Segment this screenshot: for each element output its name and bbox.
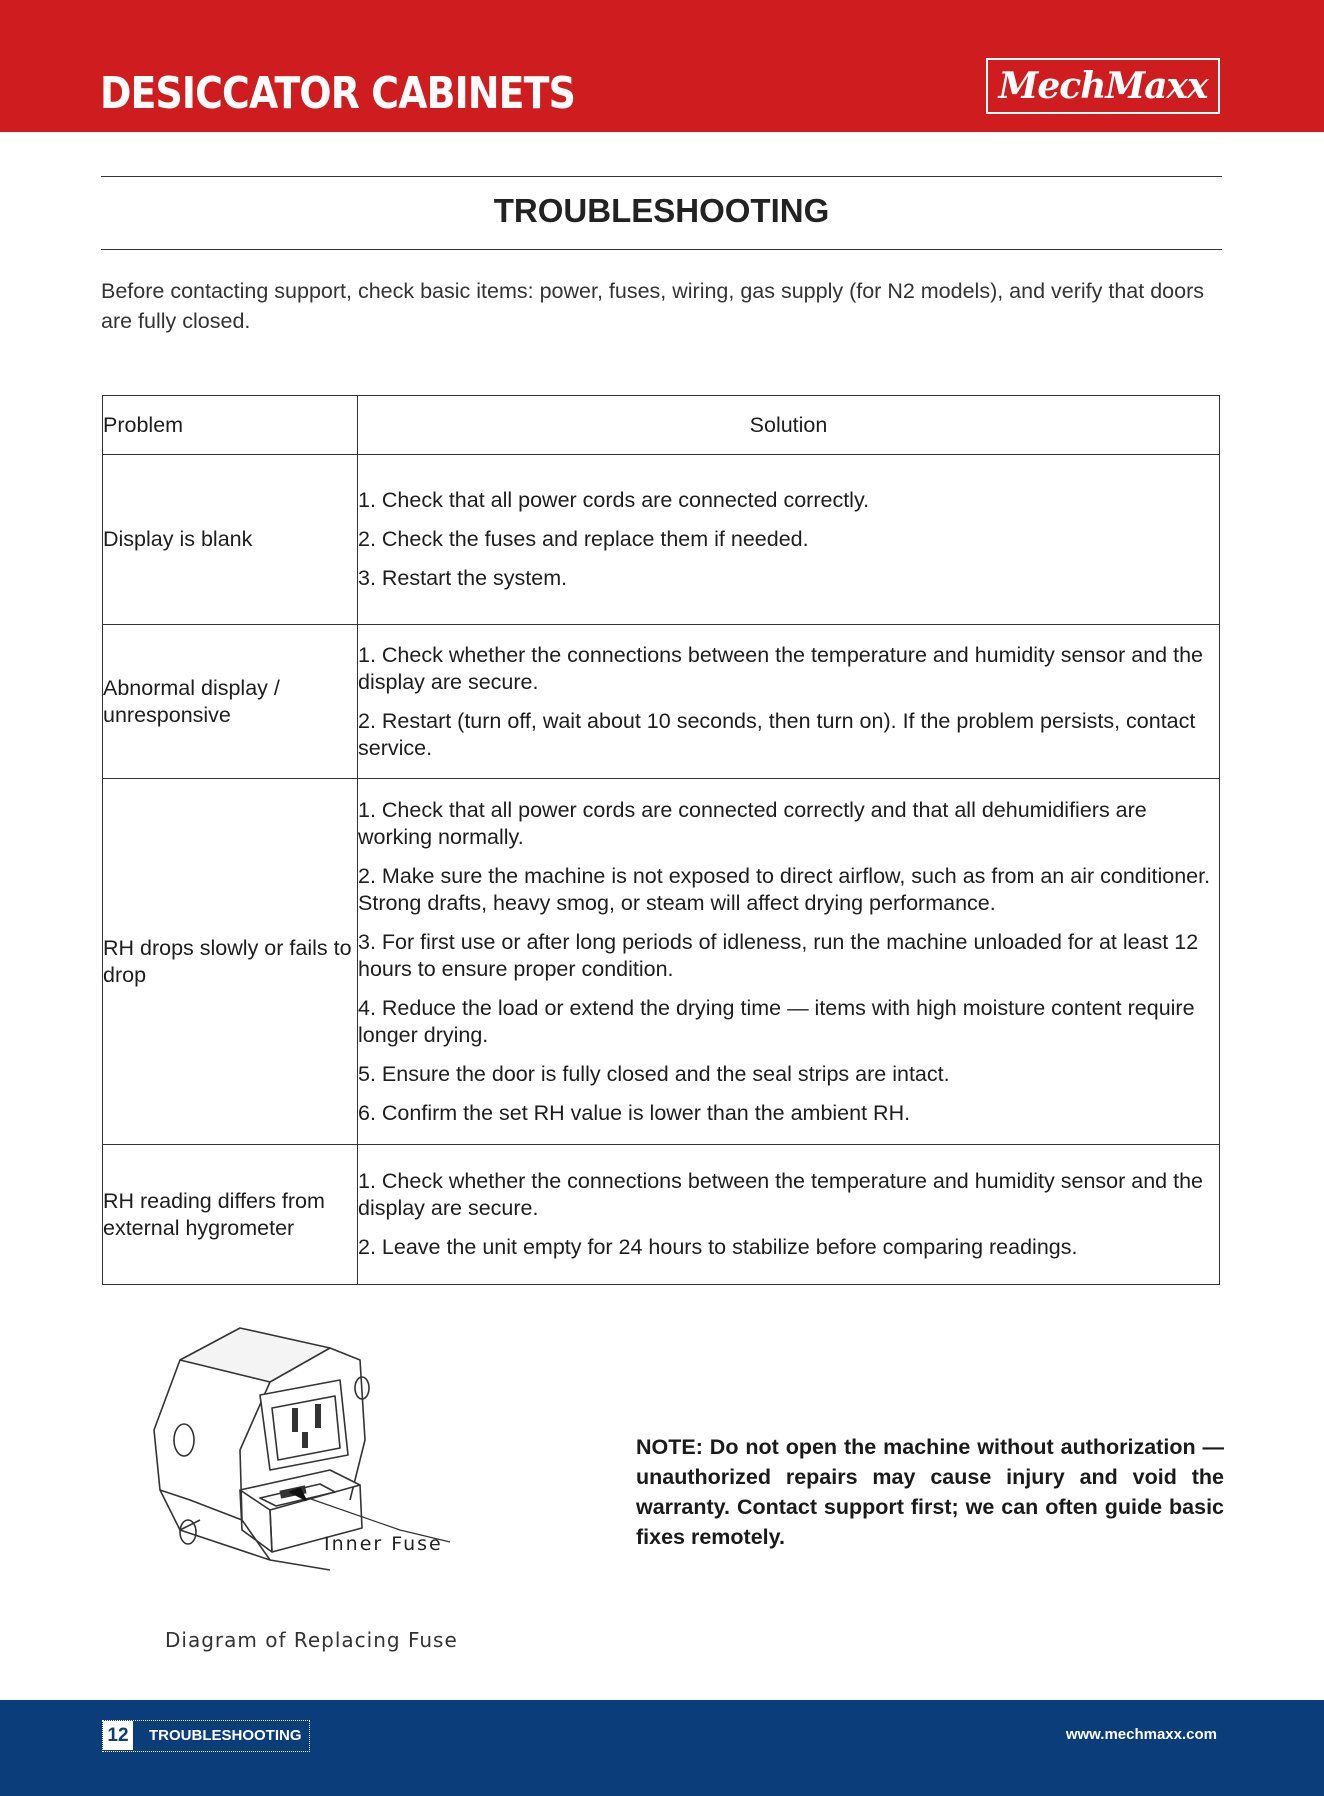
header-bar — [0, 0, 1324, 132]
page-indicator — [102, 1720, 310, 1752]
solution-step: 2. Leave the unit empty for 24 hours to stabilize before comparing readings. — [358, 1235, 1078, 1259]
brand-logo: MechMaxx — [986, 58, 1220, 114]
troubleshooting-table — [102, 395, 1220, 1285]
page-number: 12 — [103, 1721, 133, 1750]
solution-step: 2. Check the fuses and replace them if needed. — [358, 527, 809, 551]
problem-cell: RH reading differs from external hygrometer — [103, 1145, 358, 1285]
solution-cell — [358, 1145, 1220, 1285]
solution-step: 3. For first use or after long periods of idleness, run the machine unloaded for at least 12 hours to ensure proper condition. — [358, 929, 1199, 981]
table-row — [103, 625, 1220, 779]
heading-top-rule — [101, 176, 1222, 177]
table-header-row — [103, 396, 1220, 455]
fuse-replacement-diagram — [150, 1320, 504, 1590]
solution-step: 1. Check whether the connections between the temperature and humidity sensor and the display are secure. — [358, 642, 1203, 694]
solution-step: 1. Check that all power cords are connected correctly and that all dehumidifiers are working normally. — [358, 797, 1147, 849]
inner-fuse-label: Inner Fuse — [324, 1533, 443, 1555]
heading-bottom-rule — [101, 249, 1222, 250]
table-row — [103, 1145, 1220, 1285]
solution-cell — [358, 455, 1220, 625]
problem-cell: Abnormal display / unresponsive — [103, 625, 358, 779]
figure-caption: Diagram of Replacing Fuse — [165, 1628, 458, 1652]
solution-step: 3. Restart the system. — [358, 566, 568, 590]
problem-cell: Display is blank — [103, 455, 358, 625]
solution-step: 2. Make sure the machine is not exposed to direct airflow, such as from an air conditioner. Strong drafts, heavy smog, or steam will affect drying performance. — [358, 863, 1211, 915]
footer-section-label: TROUBLESHOOTING — [149, 1727, 302, 1744]
problem-column-header: Problem — [103, 396, 358, 455]
solution-step: 5. Ensure the door is fully closed and the seal strips are intact. — [358, 1061, 950, 1086]
intro-paragraph: Before contacting support, check basic items: power, fuses, wiring, gas supply (for N2 models), and verify that doors are fully closed. — [101, 279, 1204, 333]
solution-cell — [358, 625, 1220, 779]
solution-step: 1. Check that all power cords are connected correctly. — [358, 488, 870, 512]
warranty-note: NOTE: Do not open the machine without authorization — unauthorized repairs may cause injury and void the warranty. Contact support first; we can often guide basic fixes remotely. — [636, 1435, 1224, 1549]
solution-step: 1. Check whether the connections between the temperature and humidity sensor and the display are secure. — [358, 1169, 1203, 1220]
solution-column-header: Solution — [358, 396, 1220, 455]
website-link[interactable]: www.mechmaxx.com — [1065, 1726, 1217, 1743]
solution-step: 4. Reduce the load or extend the drying time — items with high moisture content require longer drying. — [358, 995, 1195, 1047]
solution-step: 2. Restart (turn off, wait about 10 seconds, then turn on). If the problem persists, contact service. — [358, 708, 1196, 760]
document-title: DESICCATOR CABINETS — [100, 68, 575, 119]
table-row — [103, 455, 1220, 625]
table-row — [103, 779, 1220, 1145]
page-heading: TROUBLESHOOTING — [493, 192, 830, 229]
solution-cell — [358, 779, 1220, 1145]
solution-step: 6. Confirm the set RH value is lower than the ambient RH. — [358, 1100, 911, 1125]
problem-cell: RH drops slowly or fails to drop — [103, 779, 358, 1145]
